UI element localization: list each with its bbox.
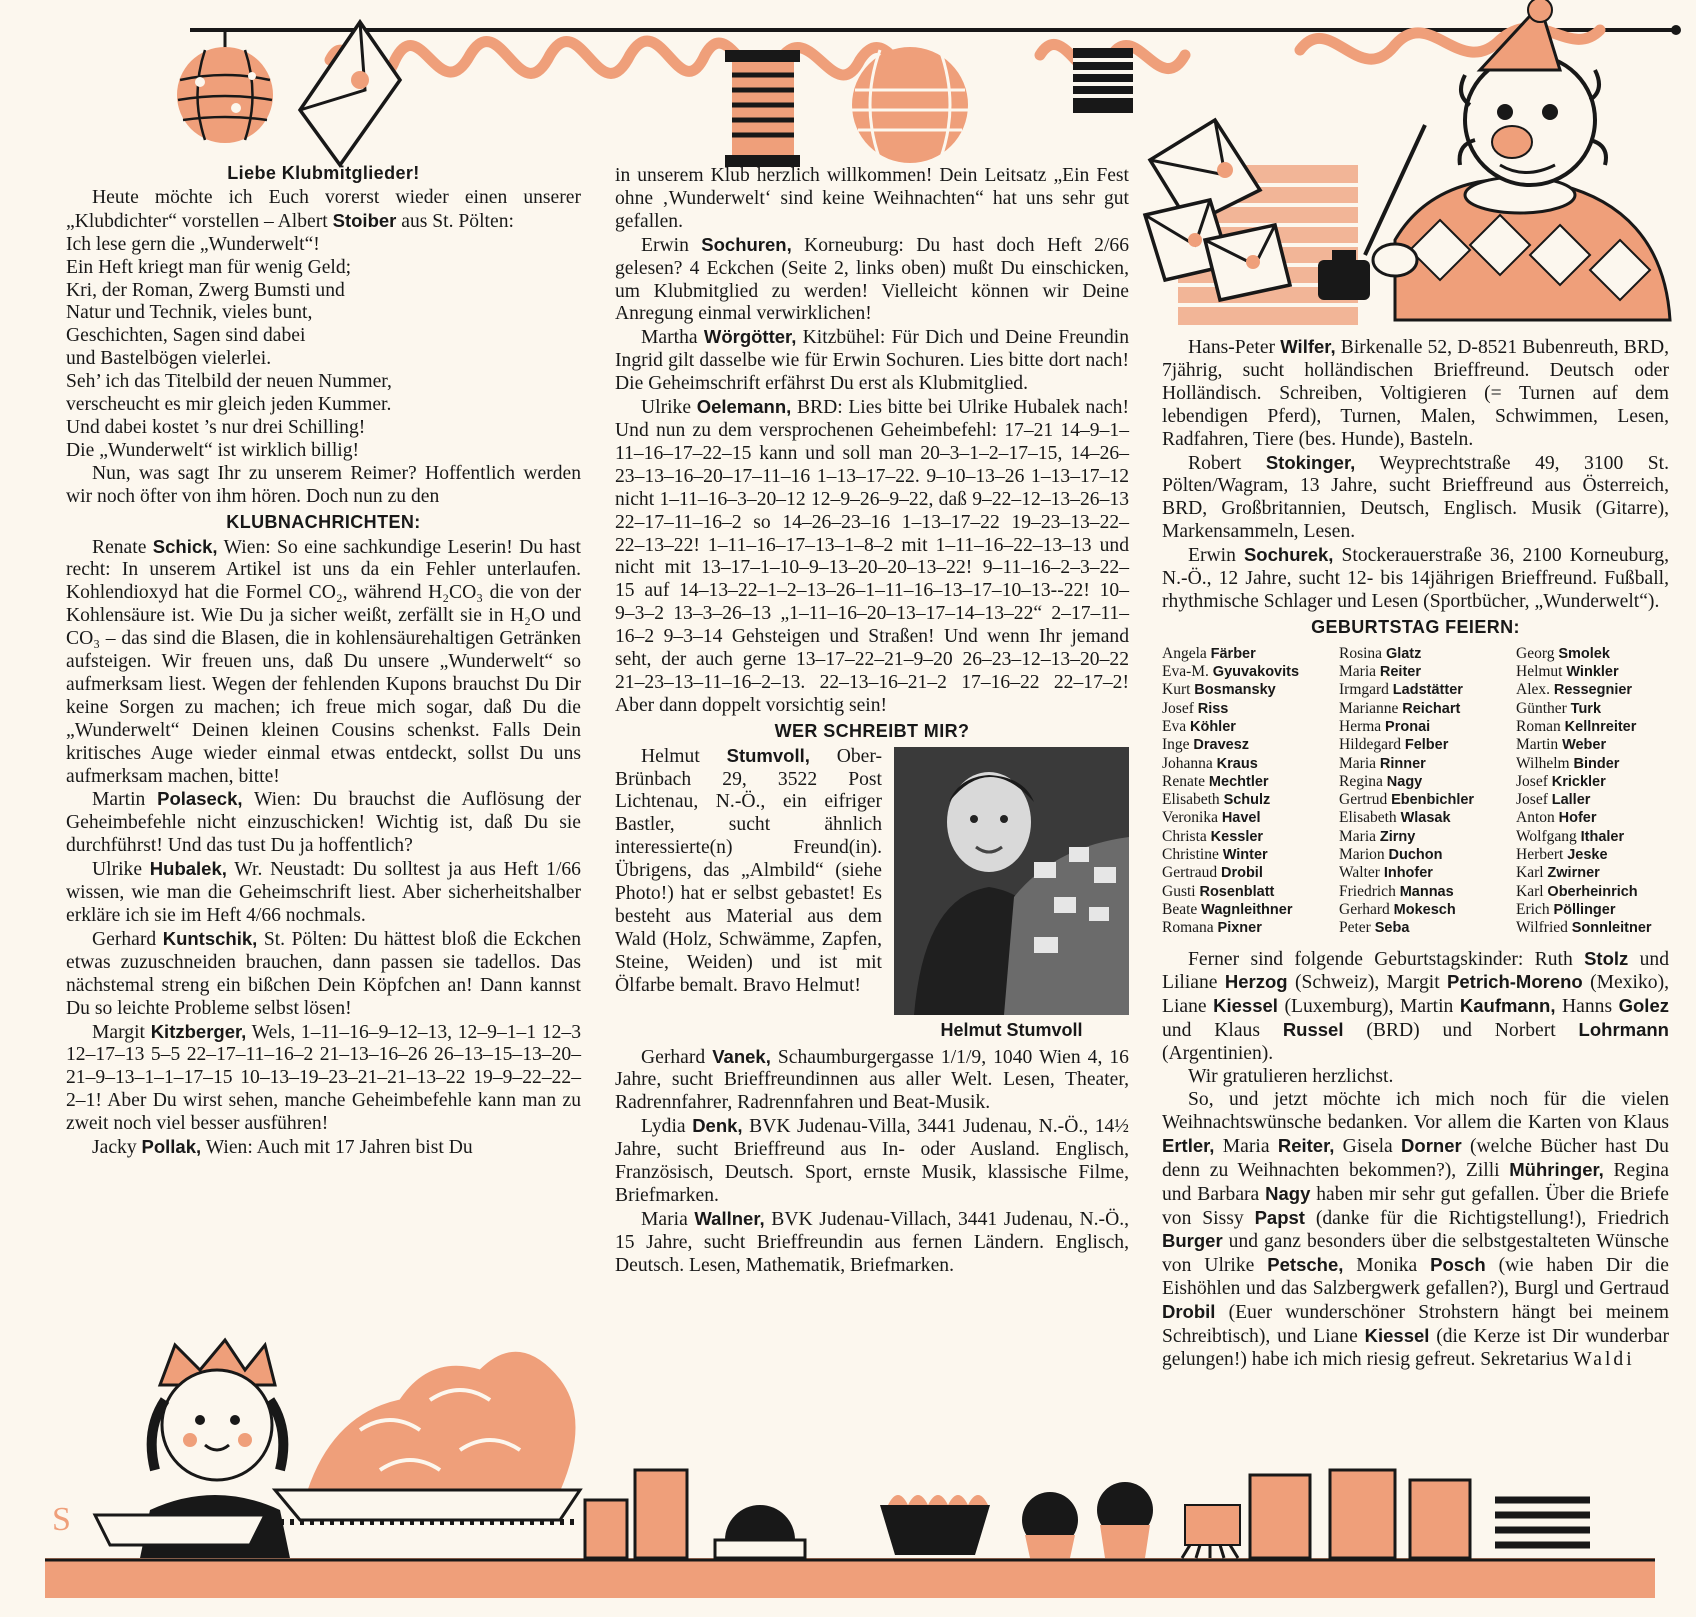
- birthday-entry: Renate Mechtler: [1162, 772, 1269, 790]
- birthday-entry: Alex. Ressegnier: [1516, 681, 1633, 699]
- bold-name: Oelemann,: [696, 396, 792, 418]
- birthday-entry: Maria Zirny: [1339, 827, 1416, 845]
- clown-scene: [1145, 0, 1670, 325]
- birthday-surname: Hofer: [1558, 810, 1597, 827]
- birthday-surname: Binder: [1573, 755, 1620, 772]
- club-message: Erwin Sochurek, Stockerauerstraße 36, 2100 Korneuburg, N.-Ö., 12 Jahre, sucht 12- bis 14jährigen Brieffreund. Fußball, rhythmische Schlager und Lesen (Sportbücher, „Wunderwelt“).: [1162, 544, 1669, 612]
- birthday-surname: Duchon: [1388, 847, 1443, 864]
- helmut-paragraph: Helmut Stumvoll, Ober-Brünbach 29, 3522 Post Lichtenau, N.-Ö., ein eifriger Bastler, sucht ähnlich interessierte(n) Freund(in). Übrigens, das „Almbild“ (siehe Photo!) hat er selbst gebastet! Es besteht aus Material aus dem Wald (Holz, Schwämme, Zapfen, Steine, Weiden) und ist mit Ölfarbe bemalt. Bravo Helmut!: [615, 744, 883, 996]
- birthday-entry: Friedrich Mannas: [1339, 882, 1454, 900]
- birthday-surname: Ressegnier: [1553, 682, 1633, 699]
- bold-name: Russel: [1282, 1019, 1344, 1041]
- bold-name: Ertler,: [1162, 1134, 1215, 1156]
- birthday-surname: Turk: [1570, 700, 1602, 717]
- birthday-surname: Smolek: [1558, 645, 1610, 662]
- poem-line: Kri, der Roman, Zwerg Bumsti und: [66, 279, 345, 301]
- birthday-list: [1162, 645, 1669, 938]
- birthday-surname: Felber: [1404, 737, 1449, 754]
- boy-photo: [894, 747, 1129, 1015]
- photo-frame: [894, 747, 1129, 1042]
- birthday-surname: Glatz: [1385, 645, 1422, 662]
- poem-line: Ich lese gern die „Wunderwelt“!: [66, 233, 320, 255]
- birthday-surname: Dravesz: [1193, 737, 1250, 754]
- bold-name: Kiessel: [1213, 995, 1278, 1017]
- birthday-entry: Gertraud Drobil: [1162, 864, 1263, 882]
- birthday-entry: Gusti Rosenblatt: [1162, 882, 1275, 900]
- pen-pal-list-continued: [1162, 336, 1669, 614]
- birthday-surname: Ithaler: [1580, 828, 1625, 845]
- birthday-entry: Gertrud Ebenbichler: [1339, 791, 1475, 809]
- birthday-surname: Schulz: [1223, 792, 1271, 809]
- birthday-surname: Drobil: [1220, 865, 1263, 882]
- bold-name: Sochurek,: [1243, 544, 1334, 566]
- birthday-entry: Elisabeth Wlasak: [1339, 809, 1451, 827]
- bold-name: Wilfer,: [1280, 336, 1336, 357]
- birthday-surname: Jeske: [1567, 847, 1608, 864]
- greeting-title: Liebe Klubmitglieder!: [227, 163, 420, 183]
- bold-name: Kaufmann,: [1459, 995, 1556, 1017]
- birthday-entry: Erich Pöllinger: [1516, 900, 1616, 918]
- birthday-surname: Inhofer: [1383, 865, 1433, 882]
- birthday-entry: Karl Oberheinrich: [1516, 882, 1638, 900]
- birthday-surname: Nagy: [1386, 773, 1423, 790]
- bold-name: Kiessel: [1364, 1325, 1430, 1347]
- bold-name: Lohrmann: [1578, 1019, 1669, 1041]
- birthday-surname: Weber: [1562, 737, 1607, 754]
- signature: Waldi: [1573, 1348, 1635, 1370]
- birthday-surname: Seba: [1374, 920, 1410, 937]
- birthday-surname: Winter: [1222, 847, 1268, 864]
- birthday-surname: Ebenbichler: [1391, 792, 1475, 809]
- bold-name: Stolz: [1584, 947, 1629, 969]
- artist-mark: S: [52, 1501, 71, 1538]
- birthday-surname: Wagnleithner: [1201, 901, 1293, 918]
- birthday-surname: Zwirner: [1547, 865, 1600, 882]
- birthday-surname: Pronai: [1385, 718, 1431, 735]
- birthday-surname: Rinner: [1379, 755, 1426, 772]
- club-message: Margit Kitzberger, Wels, 1–11–16–9–12–13, 12–9–1–1 12–3 12–17–13 5–5 22–17–11–16–2 21–13–16–26 26–13–15–13–20–21–9–13–1–1–17–15 10–13–19–23–21–21–13–22 19–9–22–22–2–1! Aber Du wirst sehen, manche Geheimbefehle kann man zu zweit noch viel besser ausführen!: [66, 1020, 582, 1135]
- birthday-surname: Gyuvakovits: [1212, 664, 1300, 681]
- paper-lantern-middle: [852, 47, 968, 163]
- birthday-entry: Maria Reiter: [1339, 663, 1421, 681]
- envelope-hanging: [300, 22, 400, 165]
- closing-paragraph: [1162, 1089, 1669, 1372]
- poem-line: Geschichten, Sagen sind dabei: [66, 325, 306, 347]
- birthday-entry: Wilhelm Binder: [1516, 754, 1620, 772]
- bold-name: Polaseck,: [157, 788, 243, 810]
- birthday-entry: Marianne Reichart: [1339, 699, 1461, 717]
- photo-caption: Helmut Stumvoll: [940, 1019, 1083, 1040]
- club-message: Lydia Denk, BVK Judenau-Villa, 3441 Judenau, N.-Ö., 14½ Jahre, sucht Brieffreund aus In- oder Ausland. Englisch, Französisch, Deutsch. Sport, ernste Musik, klassische Filme, Briefmarken.: [615, 1115, 1129, 1206]
- birthday-entry: Roman Kellnreiter: [1516, 717, 1637, 735]
- birthday-surname: Pixner: [1217, 920, 1262, 937]
- congrats-line: Wir gratulieren herzlichst.: [1188, 1066, 1394, 1088]
- birthday-entry: Inge Dravesz: [1162, 736, 1250, 754]
- club-message: Gerhard Kuntschik, St. Pölten: Du hättest bloß die Eckchen etwas zuzuschneiden brauchen, dann passen sie tadellos. Das nächstemal streng ein bißchen Dein Köpfchen an! Dann kannst Du so leichte Probleme selbst lösen!: [66, 927, 581, 1019]
- poem-line: verscheucht es mir gleich jeden Kummer.: [66, 394, 392, 416]
- birthday-surname: Sonnleitner: [1571, 920, 1652, 937]
- birthday-surname: Mokesch: [1393, 901, 1456, 918]
- bold-name: Kuntschik,: [162, 927, 258, 949]
- birthday-surname: Krickler: [1551, 773, 1606, 790]
- birthday-entry: Beate Wagnleithner: [1162, 900, 1293, 918]
- bold-name: Denk,: [692, 1115, 743, 1137]
- poem-line: Und dabei kostet ’s nur drei Schilling!: [66, 416, 366, 438]
- section-heading-wer-schreibt-mir: WER SCHREIBT MIR?: [774, 720, 970, 741]
- birthday-entry: Josef Krickler: [1516, 772, 1606, 790]
- klubnachrichten-continued: [615, 165, 1129, 718]
- poem-line: Die „Wunderwelt“ ist wirklich billig!: [66, 439, 360, 461]
- club-message: Gerhard Vanek, Schaumburgergasse 1/1/9, 1040 Wien 4, 16 Jahre, sucht Brieffreundinnen aus aller Welt. Lesen, Theater, Radrennfahrer, Radrennfahren und Beat-Musik.: [615, 1045, 1129, 1114]
- bold-name: Stumvoll,: [726, 744, 810, 766]
- birthday-entry: Kurt Bosmansky: [1162, 681, 1276, 699]
- birthday-entry: Wolfgang Ithaler: [1516, 827, 1625, 845]
- photo-image: [894, 747, 1129, 1015]
- poem-line: und Bastelbögen vielerlei.: [66, 348, 272, 370]
- bold-name: Pollak,: [141, 1136, 202, 1158]
- bold-name: Wallner,: [694, 1207, 765, 1229]
- birthday-surname: Ladstätter: [1392, 682, 1463, 699]
- column-right: [1162, 336, 1669, 1372]
- birthday-entry: Herbert Jeske: [1516, 846, 1608, 864]
- club-message: Jacky Pollak, Wien: Auch mit 17 Jahren bist Du: [92, 1136, 473, 1159]
- club-message: Ulrike Oelemann, BRD: Lies bitte bei Ulrike Hubalek nach! Und nun zu dem versprochenen Geheimbefehl: 17–21 14–9–1–11–16–17–22–15 kann und soll man 20–3–1–2–17–15, 14–26–23–13–16–20–17–11–16 1–13–17–22. 9–10–13–26 1–13–17–12 nicht 1–11–16–3–20–12 12–9–26–9–22, daß 9–22–12–13–26–13 22–17–11–16–2 so 14–26–23–16 1–13–17–22 19–23–13–22–22–13–22! 1–11–16–17–13–1–8–2 mit 1–11–16–22–13–13 und nicht mit 13–17–1–10–9–13–20–20–13–22! 9–11–16–2–3–22–15 auf 14–13–22–1–2–13–26–1–11–16–13–17–10–13--22! 10–9–3–2 13–3–26–13 „1–11–16–20–13–17–14–13–22“ 2–17–11–16–2 9–3–14 Gehsteigen und Straßen! Und wenn Ihr jemand seht, der auch gerne 13–17–22–21–9–20 26–23–12–13–20–22 21–23–13–11–16–2–13. 22–13–16–21–2 17–16–22 22–17–2! Aber dann doppelt vorsichtig sein!: [615, 396, 1129, 716]
- birthday-entry: Angela Färber: [1162, 644, 1256, 662]
- bold-name: Schick,: [152, 535, 218, 557]
- birthday-surname: Rosenblatt: [1199, 883, 1275, 900]
- column-left: [66, 160, 581, 1160]
- klubnachrichten-list: [66, 536, 581, 1160]
- birthday-surname: Zirny: [1379, 828, 1416, 845]
- column-middle: [615, 165, 1129, 1278]
- club-message: Ulrike Hubalek, Wr. Neustadt: Du solltest ja aus Heft 1/66 wissen, wie man die Geheimschrift liest. Aber sicherheitshalber erkläre ich sie im Heft 4/66 nochmals.: [66, 858, 581, 926]
- birthday-entry: Walter Inhofer: [1339, 864, 1433, 882]
- bold-name: Vanek,: [712, 1045, 771, 1067]
- birthday-entry: Helmut Winkler: [1516, 663, 1619, 681]
- section-heading-geburtstag: GEBURTSTAG FEIERN:: [1311, 616, 1520, 637]
- club-message: Maria Wallner, BVK Judenau-Villach, 3441 Judenau, N.-Ö., 15 Jahre, sucht Brieffreundin aus fernen Ländern. Englisch, Deutsch. Lesen, Mathematik, Briefmarken.: [615, 1207, 1130, 1276]
- bold-name: Burger: [1162, 1230, 1223, 1252]
- birthday-surname: Havel: [1221, 810, 1261, 827]
- bold-name: Sochuren,: [701, 233, 792, 255]
- birthday-more-paragraph: Ferner sind folgende Geburtstagskinder: Ruth Stolz und Liliane Herzog (Schweiz), Margit Petrich-Moreno (Mexiko), Liane Kiessel (Luxemburg), Martin Kaufmann, Hanns Golez und Klaus Russel (BRD) und Norbert Lohrmann (Argentinien).: [1162, 947, 1669, 1065]
- bold-name: Reiter,: [1277, 1134, 1335, 1156]
- birthday-surname: Wlasak: [1400, 810, 1451, 827]
- bold-name: Dorner: [1401, 1134, 1462, 1156]
- birthday-entry: Karl Zwirner: [1516, 864, 1600, 882]
- bold-name: Stokinger,: [1265, 451, 1356, 473]
- bold-name: Herzog: [1224, 971, 1288, 993]
- birthday-surname: Mannas: [1399, 883, 1454, 900]
- birthday-surname: Winkler: [1566, 664, 1619, 681]
- club-message: Erwin Sochuren, Korneuburg: Du hast doch Heft 2/66 gelesen? 4 Eckchen (Seite 2, links oben) mußt Du einschicken, um Klubmitglied zu werden! Vielleicht können wir Deine Anregung einmal verwirklichen!: [615, 233, 1129, 325]
- intro-paragraph: Heute möchte ich Euch vorerst wieder einen unserer „Klubdichter“ vorstellen – Albert Stoiber aus St. Pölten:: [66, 186, 581, 232]
- birthday-entry: Christa Kessler: [1162, 827, 1264, 845]
- birthday-surname: Riss: [1197, 700, 1229, 717]
- birthday-entry: Peter Seba: [1339, 919, 1410, 937]
- bold-name: Hubalek,: [149, 858, 227, 880]
- club-message: Martin Polaseck, Wien: Du brauchst die Auflösung der Geheimbefehle nicht einzuschicken! Wichtig ist, daß Du sie durchführst! Und das tust Du ja hoffentlich?: [66, 788, 581, 857]
- spool-of-thread: [725, 50, 800, 167]
- birthday-surname: Mechtler: [1208, 773, 1269, 790]
- bold-name: Petrich-Moreno: [1447, 971, 1583, 993]
- birthday-surname: Reiter: [1379, 664, 1421, 681]
- birthday-surname: Färber: [1210, 645, 1256, 662]
- birthday-surname: Kessler: [1210, 828, 1264, 845]
- birthday-surname: Reichart: [1402, 700, 1461, 717]
- birthday-entry: Herma Pronai: [1339, 717, 1431, 735]
- club-message: Renate Schick, Wien: So eine sachkundige Leserin! Du hast recht: In unserem Artikel ist uns da ein Fehler unterlaufen. Kohlendioxyd hat die Formel CO₂, während H₂CO₃ die von der Kohlensäure ist. Wie Du ja sicher weißt, zerfällt sie in H₂O und CO₃ – das sind die Blasen, die in kohlensäurehaltigen Getränken aufsteigen. Wir freuen uns, daß Du unsere „Wunderwelt“ so aufmerksam liest. Wegen der fehlenden Kupons brauchst Du Dir keine Sorgen zu machen; ich freue mich sogar, daß Du die „Wunderwelt“ Deinen kleinen Cousins schenkst. Falls Dein kritisches Auge wieder einmal etwas entdeckt, sollst Du uns aufmerksam machen, bitte!: [66, 535, 581, 787]
- birthday-surname: Köhler: [1189, 718, 1236, 735]
- birthday-entry: Josef Laller: [1516, 791, 1591, 809]
- closing-text: So, und jetzt möchte ich mich noch für die vielen Weihnachtswünsche bedanken. Vor allem die Karten von Klaus Ertler, Maria Reiter, Gisela Dorner (welche Bücher hast Du denn zu Weihnachten bekommen?), Zilli Mühringer, Regina und Barbara Nagy haben mir sehr gut gefallen. Über die Briefe von Sissy Papst (danke für die Richtigstellung!), Friedrich Burger und ganz besonders über die selbstgestalteten Wünsche von Ulrike Petsche, Monika Posch (wie haben Dir die Eishöhlen und das Salzbergwerk gefallen?), Burgl und Gertraud Drobil (Euer wunderschöner Strohstern hängt bei meinem Schreibtisch), und Liane Kiessel (die Kerze ist Dir wunderbar gelungen!) habe ich mich riesig gefreut. Sekretarius: [1162, 1088, 1670, 1370]
- birthday-entry: Christine Winter: [1162, 846, 1268, 864]
- club-message: Martha Wörgötter, Kitzbühel: Für Dich und Deine Freundin Ingrid gilt dasselbe wie für Erwin Sochuren. Lies bitte dort nach! Die Geheimschrift erfährst Du erst als Klubmitglied.: [615, 326, 1129, 395]
- bold-name: Kitzberger,: [150, 1020, 247, 1042]
- birthday-entry: Eva Köhler: [1162, 717, 1236, 735]
- poem: [66, 234, 581, 463]
- bold-name: Posch: [1430, 1254, 1486, 1276]
- paper-lantern-left: [177, 30, 273, 143]
- poem-line: Seh’ ich das Titelbild der neuen Nummer,: [66, 371, 392, 393]
- bold-name: Wörgötter,: [703, 326, 797, 348]
- birthday-surname: Kraus: [1216, 755, 1258, 772]
- after-poem-paragraph: Nun, was sagt Ihr zu unserem Reimer? Hoffentlich werden wir noch öfter von ihm hören. Doch nun zu den: [66, 462, 581, 507]
- club-message: Hans-Peter Wilfer, Birkenalle 52, D-8521 Bubenreuth, BRD, 7jährig, sucht holländischen Brieffreund. Deutsch oder Holländisch. Schreiben, Voltigieren (= Turnen auf dem lebendigen Pferd), Turnen, Malen, Schwimmen, Lesen, Radfahren, Tiere (bes. Hunde), Basteln.: [1162, 336, 1669, 450]
- birthday-entry: Josef Riss: [1162, 699, 1229, 717]
- birthday-entry: Veronika Havel: [1162, 809, 1261, 827]
- birthday-entry: Romana Pixner: [1162, 919, 1262, 937]
- birthday-surname: Laller: [1551, 792, 1591, 809]
- bold-name: Stoiber: [332, 209, 397, 231]
- birthday-entry: Gerhard Mokesch: [1339, 900, 1456, 918]
- birthday-surname: Bosmansky: [1194, 682, 1276, 699]
- birthday-entry: Elisabeth Schulz: [1162, 791, 1271, 809]
- bold-name: Nagy: [1265, 1182, 1311, 1204]
- section-heading-klubnachrichten: KLUBNACHRICHTEN:: [226, 511, 421, 532]
- birthday-entry: Eva-M. Gyuvakovits: [1162, 663, 1300, 681]
- bold-name: Papst: [1254, 1206, 1305, 1228]
- birthday-entry: Georg Smolek: [1516, 644, 1610, 662]
- birthday-entry: Martin Weber: [1516, 736, 1607, 754]
- birthday-entry: Johanna Kraus: [1162, 754, 1258, 772]
- bold-name: Mühringer,: [1509, 1158, 1604, 1180]
- birthday-entry: Marion Duchon: [1339, 846, 1443, 864]
- birthday-entry: Hildegard Felber: [1339, 736, 1449, 754]
- bottom-food-scene: [45, 1340, 1655, 1598]
- pen-pal-list: [615, 1046, 1129, 1278]
- club-message: in unserem Klub herzlich willkommen! Dein Leitsatz „Ein Fest ohne ‚Wunderwelt‘ sind keine Weihnachten“ hat uns sehr gut gefallen.: [615, 165, 1129, 232]
- birthday-entry: Irmgard Ladstätter: [1339, 681, 1463, 699]
- birthday-surname: Oberheinrich: [1547, 883, 1638, 900]
- club-message: Robert Stokinger, Weyprechtstraße 49, 3100 St. Pölten/Wagram, 13 Jahre, sucht Brieffreund aus Österreich, BRD, Großbritannien, Deutsch, Englisch. Musik (Gitarre), Markensammeln, Lesen.: [1162, 451, 1669, 543]
- bold-name: Golez: [1618, 995, 1669, 1017]
- birthday-entry: Anton Hofer: [1516, 809, 1597, 827]
- bold-name: Petsche,: [1267, 1254, 1344, 1276]
- birthday-surname: Pöllinger: [1553, 901, 1616, 918]
- birthday-entry: Wilfried Sonnleitner: [1516, 919, 1652, 937]
- poem-line: Natur und Technik, vieles bunt,: [66, 302, 313, 324]
- birthday-surname: Kellnreiter: [1564, 718, 1637, 735]
- birthday-entry: Rosina Glatz: [1339, 644, 1422, 662]
- bold-name: Drobil: [1162, 1301, 1216, 1323]
- birthday-entry: Regina Nagy: [1339, 772, 1423, 790]
- pen-pal-helmut: [615, 745, 1129, 1046]
- poem-line: Ein Heft kriegt man für wenig Geld;: [66, 256, 352, 278]
- birthday-entry: Maria Rinner: [1339, 754, 1426, 772]
- striped-lantern: [1073, 48, 1133, 113]
- birthday-entry: Günther Turk: [1516, 699, 1602, 717]
